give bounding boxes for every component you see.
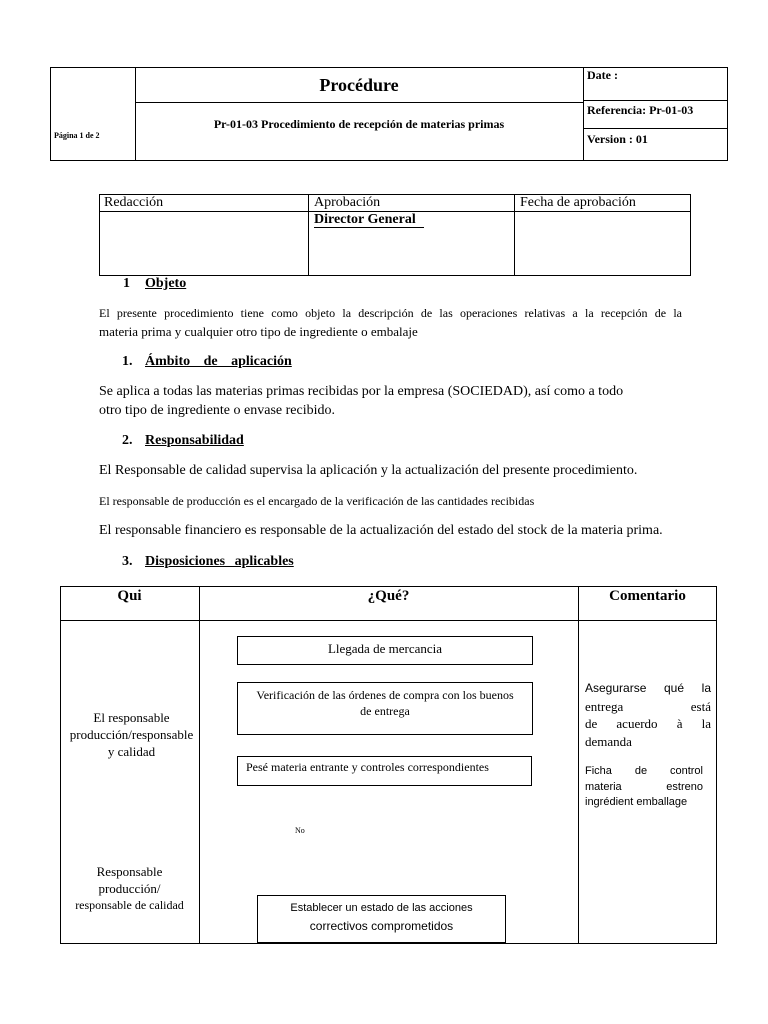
comment-control-line2: materia estreno [585, 780, 703, 793]
responsabilidad-text-1: El Responsable de calidad supervisa la aplicación y la actualización del presente procedimiento. [99, 463, 638, 478]
responsible-1-line2: producción/responsable [69, 727, 194, 742]
comment-delivery-line1: Asegurarse qué la [585, 681, 711, 695]
flow-step-corrective-line1: Establecer un estado de las acciones [290, 902, 473, 914]
responsible-2-line2: producción/ [98, 881, 161, 896]
procedure-subtitle: Pr-01-03 Procedimiento de recepción de materias primas [213, 117, 505, 131]
ambito-text-line1: Se aplica a todas las materias primas recibidas por la empresa (SOCIEDAD), así como a todo [99, 384, 624, 399]
comment-delivery [585, 680, 711, 750]
header-divider [583, 100, 728, 101]
responsible-1-line3: y calidad [107, 744, 156, 759]
objeto-text-line2: materia prima y cualquier otro tipo de ingrediente o embalaje [99, 324, 418, 339]
page-number: Página 1 de 2 [54, 131, 100, 140]
responsible-group-2 [60, 863, 199, 914]
flow-step-corrective [257, 895, 506, 943]
comment-delivery-line3: de acuerdo à la [585, 716, 711, 731]
date-field: Date : [587, 68, 618, 82]
responsible-1-line1: El responsable [93, 710, 170, 725]
column-header-comentario: Comentario [609, 588, 686, 604]
responsible-2-line3: responsable de calidad [75, 898, 184, 912]
flow-step-arrival-text: Llegada de mercancia [327, 641, 443, 656]
flow-step-arrival [237, 636, 533, 665]
ambito-text-line2: otro tipo de ingrediente o envase recibido. [99, 403, 335, 418]
approval-header-aprobacion: Aprobación [314, 195, 381, 210]
page-title: Procédure [319, 75, 399, 95]
comment-control-line3: ingrédient emballage [585, 796, 688, 808]
section-title-ambito: Ámbito de aplicación [145, 354, 292, 369]
responsible-2-line1: Responsable [96, 864, 163, 879]
process-column-divider [199, 586, 200, 944]
flow-step-weighing [237, 756, 532, 786]
section-number: 2. [122, 433, 133, 448]
section-title-objeto: Objeto [145, 276, 187, 291]
process-header-divider [60, 620, 717, 621]
section-number: 1. [122, 354, 133, 369]
section-title-disposiciones: Disposiciones aplicables [145, 554, 294, 569]
approval-divider [514, 194, 515, 276]
comment-delivery-line2: entrega está [585, 698, 711, 714]
responsabilidad-text-3: El responsable financiero es responsable de la actualización del estado del stock de la materia prima. [99, 523, 663, 538]
comment-control-sheet [585, 764, 703, 811]
header-divider [135, 102, 583, 103]
approver-name-text: Director General [314, 212, 416, 227]
approver-name [314, 212, 424, 228]
flow-no-label: No [295, 826, 305, 835]
header-divider [583, 128, 728, 129]
flow-step-verification-line2: de entrega [360, 704, 410, 718]
column-header-qui: Qui [117, 588, 142, 604]
flow-step-verification-line1: Verificación de las órdenes de compra con los buenos [256, 688, 514, 702]
reference-field: Referencia: Pr-01-03 [587, 103, 694, 117]
approval-divider [308, 194, 309, 276]
header-divider [583, 67, 584, 161]
responsabilidad-text-2: El responsable de producción es el encargado de la verificación de las cantidades recibidas [99, 494, 535, 508]
comment-control-line1: Ficha de control [585, 765, 703, 777]
version-field: Version : 01 [587, 132, 648, 146]
approval-header-redaccion: Redacción [104, 195, 164, 210]
process-column-divider [578, 586, 579, 944]
flow-step-verification [237, 682, 533, 735]
comment-delivery-line4: demanda [585, 733, 632, 749]
section-number: 1 [123, 276, 130, 291]
section-number: 3. [122, 554, 133, 569]
flow-step-corrective-line2: correctivos comprometidos [309, 919, 454, 933]
column-header-que: ¿Qué? [367, 588, 410, 604]
section-title-responsabilidad: Responsabilidad [145, 433, 244, 448]
approval-header-fecha: Fecha de aprobación [520, 195, 636, 210]
responsible-group-1 [62, 709, 201, 760]
flow-step-weighing-text: Pesé materia entrante y controles correspondientes [246, 760, 489, 774]
objeto-text-line1: El presente procedimiento tiene como objeto la descripción de las operaciones relativas a la recepción de la [99, 306, 682, 320]
